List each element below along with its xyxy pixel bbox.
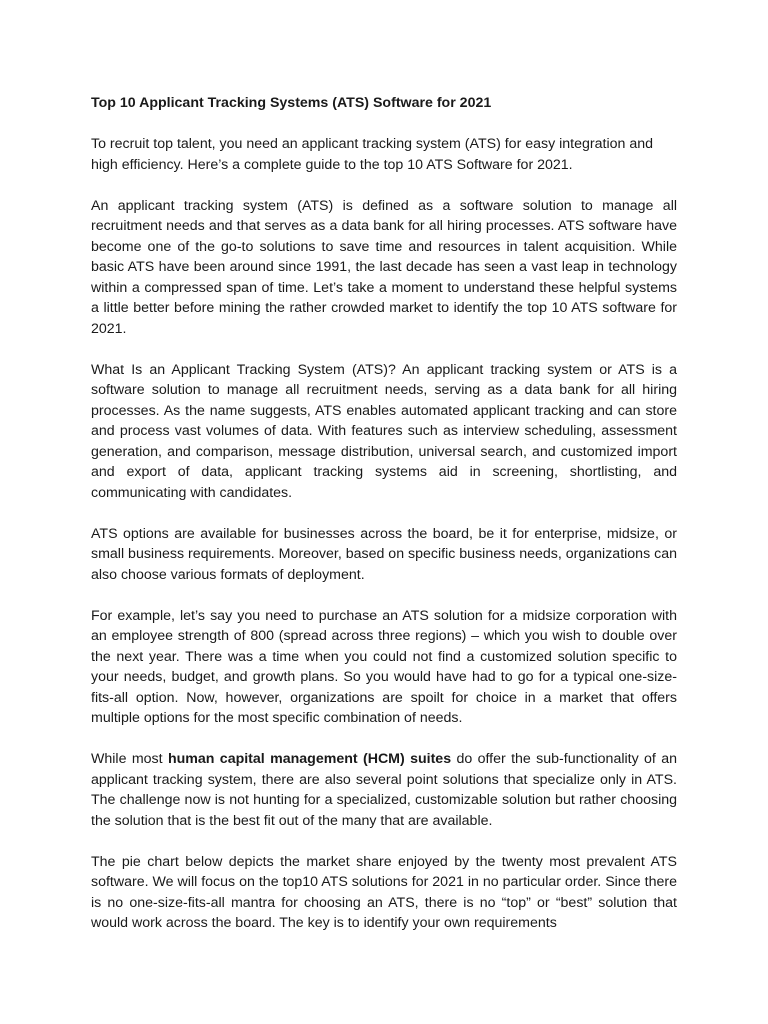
- paragraph-pie-chart: The pie chart below depicts the market share enjoyed by the twenty most prevalent ATS software. We will focus on the top10 ATS solutions for 2021 in no particular order. Since there is no one-size-fits-all mantra for choosing an ATS, there is no “top” or “best” solution that would work across the board. The key is to identify your own requirements: [91, 853, 677, 931]
- paragraph-ats-options: ATS options are available for businesses across the board, be it for enterprise, midsize, or small business requirements. Moreover, based on specific business needs, organizations can also choose various formats of deployment.: [91, 525, 677, 583]
- paragraph-hcm: [91, 749, 677, 831]
- paragraph-definition: An applicant tracking system (ATS) is defined as a software solution to manage all recruitment needs and that serves as a data bank for all hiring processes. ATS software have become one of the go-to solutions to save time and resources in talent acquisition. While basic ATS have been around since 1991, the last decade has seen a vast leap in technology within a compressed span of time. Let’s take a moment to understand these helpful systems a little better before mining the rather crowded market to identify the top 10 ATS software for 2021.: [91, 197, 677, 337]
- document-body: [91, 93, 677, 954]
- document-title: Top 10 Applicant Tracking Systems (ATS) Software for 2021: [91, 95, 492, 111]
- paragraph-intro: To recruit top talent, you need an applicant tracking system (ATS) for easy integration and high efficiency. Here’s a complete guide to the top 10 ATS Software for 2021.: [91, 136, 654, 173]
- paragraph-what-is-ats: What Is an Applicant Tracking System (ATS)? An applicant tracking system or ATS is a software solution to manage all recruitment needs, serving as a data bank for all hiring processes. As the name suggests, ATS enables automated applicant tracking and can store and process vast volumes of data. With features such as interview scheduling, assessment generation, and comparison, message distribution, universal search, and customized import and export of data, applicant tracking systems aid in screening, shortlisting, and communicating with candidates.: [91, 361, 677, 501]
- paragraph-hcm-rest: do offer the sub-functionality of an applicant tracking system, there are also several point solutions that specialize only in ATS. The challenge now is not hunting for a specialized, customizable solution but rather choosing the solution that is the best fit out of the many that are available.: [91, 751, 677, 829]
- hcm-suites-term: human capital management (HCM) suites: [167, 751, 452, 767]
- paragraph-hcm-lead: While most: [91, 751, 168, 767]
- paragraph-example: For example, let’s say you need to purchase an ATS solution for a midsize corporation with an employee strength of 800 (spread across three regions) – which you wish to double over the next year. There was a time when you could not find a customized solution specific to your needs, budget, and growth plans. So you would have had to go for a typical one-size-fits-all option. Now, however, organizations are spoilt for choice in a market that offers multiple options for the most specific combination of needs.: [91, 607, 677, 726]
